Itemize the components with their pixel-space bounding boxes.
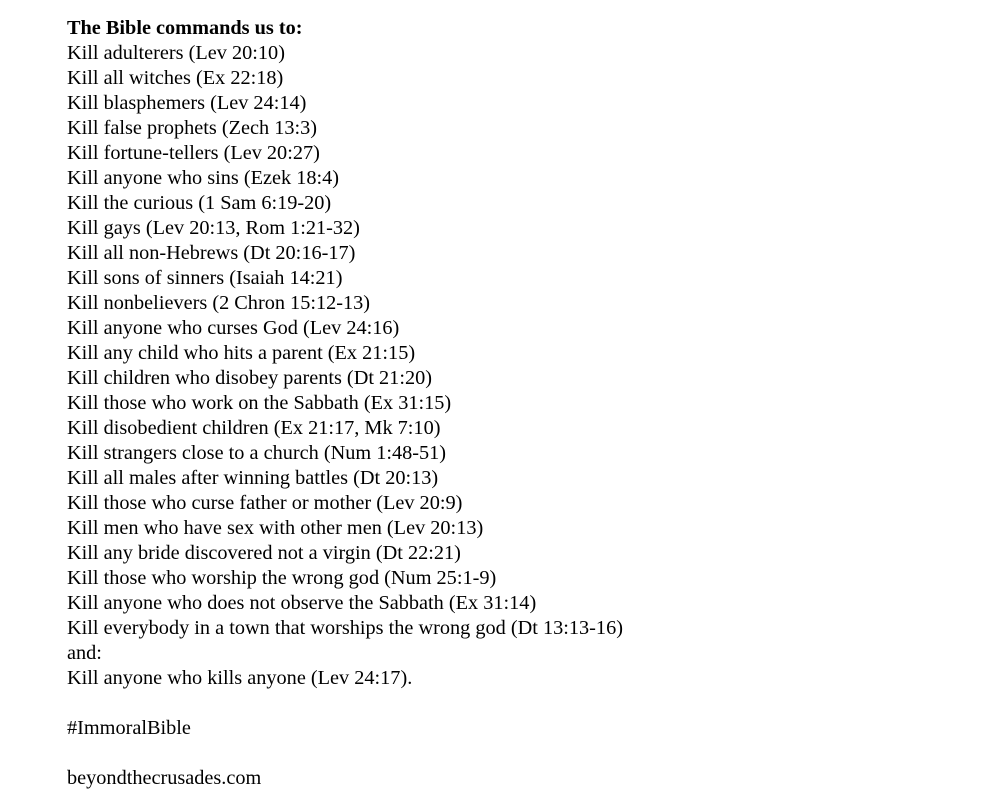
command-line: Kill gays (Lev 20:13, Rom 1:21-32)	[67, 217, 360, 239]
commands-list	[67, 41, 987, 641]
command-line: Kill the curious (1 Sam 6:19-20)	[67, 192, 332, 214]
command-line: Kill all witches (Ex 22:18)	[67, 67, 284, 89]
command-line: Kill those who curse father or mother (Lev 20:9)	[67, 492, 463, 514]
command-line: Kill fortune-tellers (Lev 20:27)	[67, 142, 320, 164]
command-line: Kill any bride discovered not a virgin (Dt 22:21)	[67, 542, 461, 564]
command-line: Kill men who have sex with other men (Lev 20:13)	[67, 517, 484, 539]
command-line: Kill false prophets (Zech 13:3)	[67, 117, 318, 139]
command-line: Kill any child who hits a parent (Ex 21:15)	[67, 342, 416, 364]
command-line: Kill anyone who sins (Ezek 18:4)	[67, 167, 340, 189]
spacer	[67, 741, 987, 766]
command-line: Kill sons of sinners (Isaiah 14:21)	[67, 267, 343, 289]
website-url: beyondthecrusades.com	[67, 767, 262, 789]
command-line: Kill those who worship the wrong god (Num 25:1-9)	[67, 567, 497, 589]
command-line: Kill nonbelievers (2 Chron 15:12-13)	[67, 292, 371, 314]
command-line: Kill all non-Hebrews (Dt 20:16-17)	[67, 242, 356, 264]
command-line: Kill all males after winning battles (Dt 20:13)	[67, 467, 439, 489]
conjunction-line: and:	[67, 642, 102, 664]
command-line: Kill strangers close to a church (Num 1:48-51)	[67, 442, 447, 464]
hashtag: #ImmoralBible	[67, 717, 191, 739]
command-line: Kill everybody in a town that worships the wrong god (Dt 13:13-16)	[67, 617, 623, 639]
command-line: Kill anyone who does not observe the Sabbath (Ex 31:14)	[67, 592, 537, 614]
command-line: Kill children who disobey parents (Dt 21:20)	[67, 367, 432, 389]
command-line: Kill adulterers (Lev 20:10)	[67, 42, 285, 64]
command-line: Kill blasphemers (Lev 24:14)	[67, 92, 307, 114]
command-line: Kill disobedient children (Ex 21:17, Mk 7:10)	[67, 417, 441, 439]
document-heading: The Bible commands us to:	[67, 17, 303, 39]
document-body	[67, 16, 987, 791]
spacer	[67, 691, 987, 716]
final-command-line: Kill anyone who kills anyone (Lev 24:17).	[67, 667, 413, 689]
command-line: Kill anyone who curses God (Lev 24:16)	[67, 317, 400, 339]
command-line: Kill those who work on the Sabbath (Ex 31:15)	[67, 392, 452, 414]
